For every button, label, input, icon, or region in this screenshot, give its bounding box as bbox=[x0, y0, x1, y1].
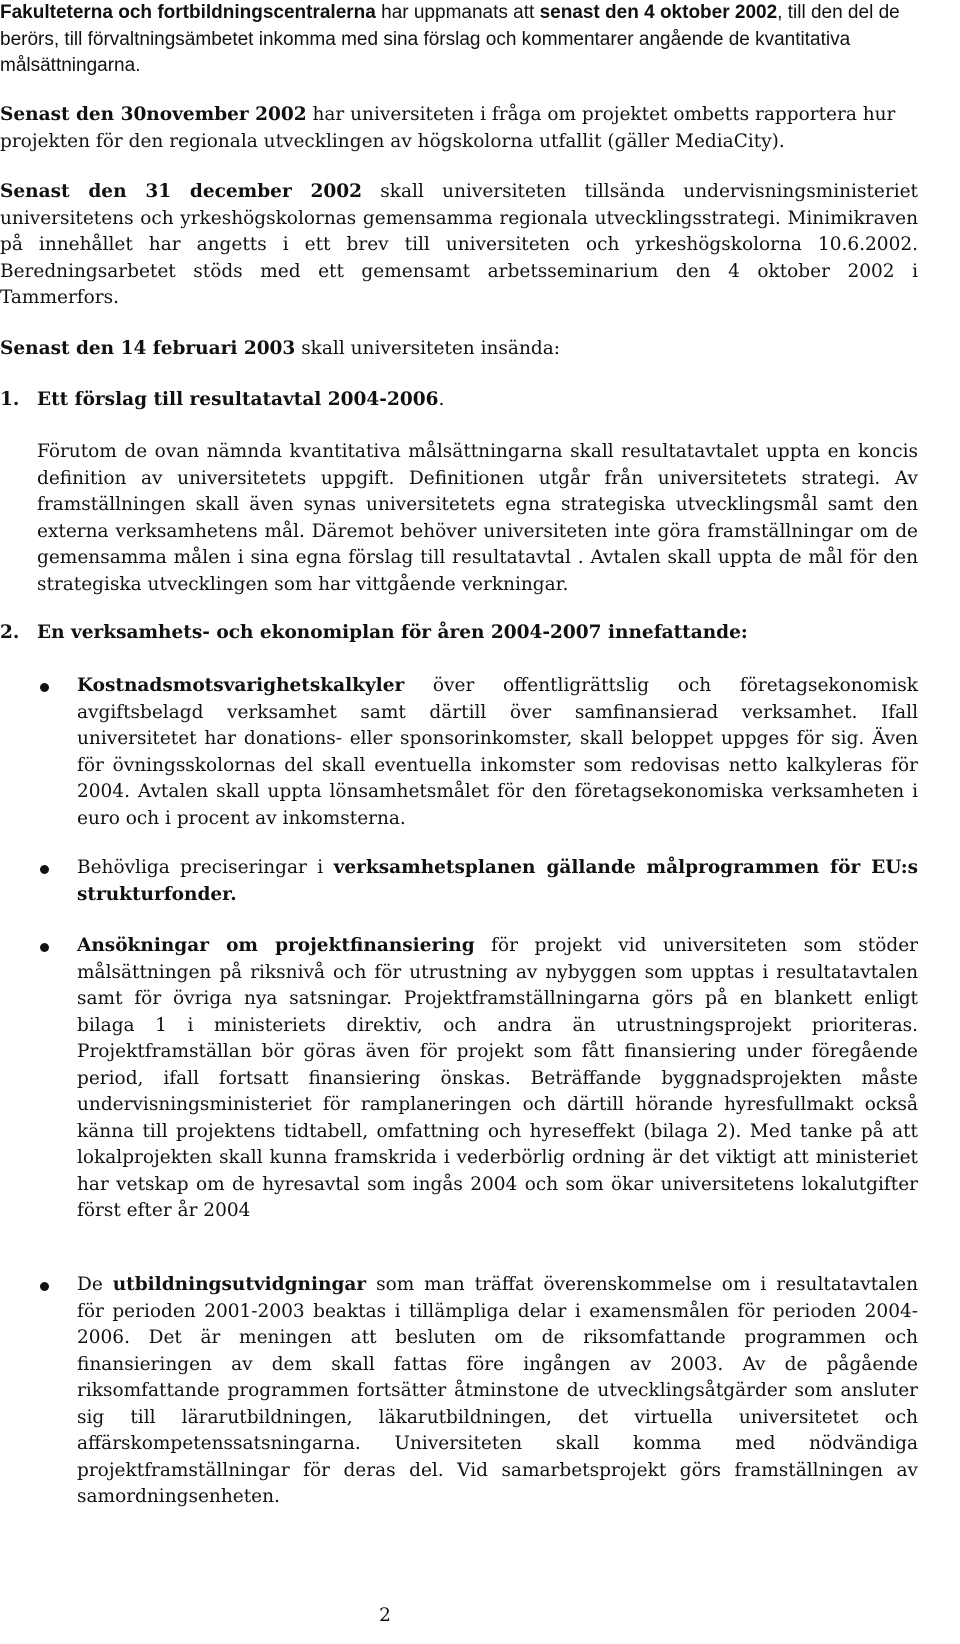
bullet-bold-term: verksamhetsplanen gällande målprogrammen för EU:s strukturfonder. bbox=[77, 857, 919, 905]
intro-bold-deadline: Senast den 14 februari 2003 bbox=[0, 338, 296, 359]
bullet-bold-term: utbildningsutvidgningar bbox=[112, 1274, 367, 1295]
bullet-text: De bbox=[77, 1274, 113, 1295]
bullet-text: som man träffat överenskommelse om i resultatavtalen för perioden 2001-2003 beaktas i tillämpliga delar i examensmålen för perioden 2004-2006. Det är meningen att besluten om de riksomfattande programmen och finansieringen av dem skall fattas före ingången av 2003. Av de pågående riksomfattande programmen fortsätter åtminstone de utvecklingsåtgärder som ansluter sig till lärarutbildningen, läkarutbildningen, det virtuella universitetet och affärskompetenssatsningarna. Universiteten skall komma med nödvändiga projektframställningar för deras del. Vid samarbetsprojekt görs framställningen av samordningsenheten. bbox=[77, 1274, 918, 1507]
intro-text: har uppmanats att bbox=[375, 2, 540, 23]
bullet-dot bbox=[40, 683, 49, 692]
bullet-item-project-financing bbox=[77, 933, 918, 1225]
bullet-bold-term: Ansökningar om projektfinansiering bbox=[77, 935, 475, 956]
intro-paragraph-1 bbox=[0, 0, 922, 80]
bullet-dot bbox=[40, 1282, 49, 1291]
intro-text: skall universiteten tillsända undervisningsministeriet universitetens och yrkeshögskolornas gemensamma regionala utvecklingsstrategi. Minimikraven på innehållet har angetts i ett brev till universiteten och yrkeshögskolorna 10.6.2002. Beredningsarbetet stöds med ett gemensamt arbetsseminarium den 4 oktober 2002 i Tammerfors. bbox=[0, 181, 918, 308]
bullet-text: Behövliga preciseringar i bbox=[77, 857, 334, 878]
intro-paragraph-4 bbox=[0, 336, 918, 363]
page-number: 2 bbox=[379, 1605, 391, 1626]
section-number: 1. bbox=[0, 389, 20, 410]
bullet-text: över offentligrättslig och företagsekonomisk avgiftsbelagd verksamhet samt därtill över samfinansierad verksamhet. Ifall universitetet har donations- eller sponsorinkomster, skall beloppet uppges för sig. Även för övningsskolornas del skall eventuella inkomster som redovisas netto kalkyleras för 2004. Avtalen skall uppta lönsamhetsmålet för den företagsekonomiska verksamheten i euro och i procent av inkomsterna. bbox=[77, 675, 918, 829]
intro-paragraph-2 bbox=[0, 102, 918, 155]
bullet-dot bbox=[40, 943, 49, 952]
section-1-body: Förutom de ovan nämnda kvantitativa målsättningarna skall resultatavtalet uppta en koncis definition av universitetets uppgift. Definitionen utgår från universitetets strategi. Av framställningen skall även synas universitetets egna strategiska utvecklingsmål samt den externa verksamhetens mål. Däremot behöver universiteten inte göra framställningar om de gemensamma målen i sina egna förslag till resultatavtal . Avtalen skall uppta de mål för den strategiska utvecklingen som har vittgående verkningar. bbox=[37, 441, 918, 595]
intro-bold-faculties: Fakulteterna och fortbildningscentralerna bbox=[0, 2, 376, 23]
intro-bold-deadline: Senast den 31 december 2002 bbox=[0, 181, 363, 202]
bullet-bold-term: Kostnadsmotsvarighetskalkyler bbox=[77, 675, 405, 696]
bullet-item-cost-calculations bbox=[77, 673, 918, 832]
bullet-dot bbox=[40, 865, 49, 874]
bullet-item-eu-structural-funds bbox=[77, 855, 918, 908]
intro-text: skall universiteten insända: bbox=[295, 338, 560, 359]
intro-bold-deadline: senast den 4 oktober 2002 bbox=[539, 2, 778, 23]
intro-text: har universiteten i fråga om projektet ombetts rapportera hur projekten för den regionala utvecklingen av högskolorna utfallit (gäller MediaCity). bbox=[0, 104, 896, 152]
bullet-text: för projekt vid universiteten som stöder målsättningen på riksnivå och för utrustning av nybyggen som upptas i resultatavtalen samt för övriga nya satsningar. Projektframställningarna görs på en blankett enligt bilaga 1 i ministeriets direktiv, och andra än utrustningsprojekt prioriteras. Projektframställan bör göras även för projekt som fått finansiering under föregående period, ifall fortsatt finansiering önskas. Beträffande byggnadsprojekten måste undervisningsministeriet för ramplaneringen och därtill hörande hyresfullmakt också känna till projektens tidtabell, omfattning och hyreseffekt (bilaga 2). Med tanke på att lokalprojekten skall kunna framskrida i vederbörlig ordning är det viktigt att ministeriet har vetskap om de hyresavtal som ingås 2004 och som ökar universitetens lokalutgifter först efter år 2004 bbox=[77, 935, 918, 1221]
section-title: En verksamhets- och ekonomiplan för åren 2004-2007 innefattande: bbox=[37, 622, 748, 643]
intro-paragraph-3 bbox=[0, 179, 918, 312]
section-title: Ett förslag till resultatavtal 2004-2006 bbox=[37, 389, 439, 410]
intro-text: , till den del de berörs, till förvaltningsämbetet inkomma med sina förslag och kommentarer angående de kvantitativa målsättningarna. bbox=[0, 2, 900, 76]
intro-bold-deadline: Senast den 30november 2002 bbox=[0, 104, 307, 125]
section-title-period: . bbox=[438, 389, 445, 410]
section-number: 2. bbox=[0, 622, 20, 643]
bullet-item-education-expansions bbox=[77, 1272, 918, 1511]
